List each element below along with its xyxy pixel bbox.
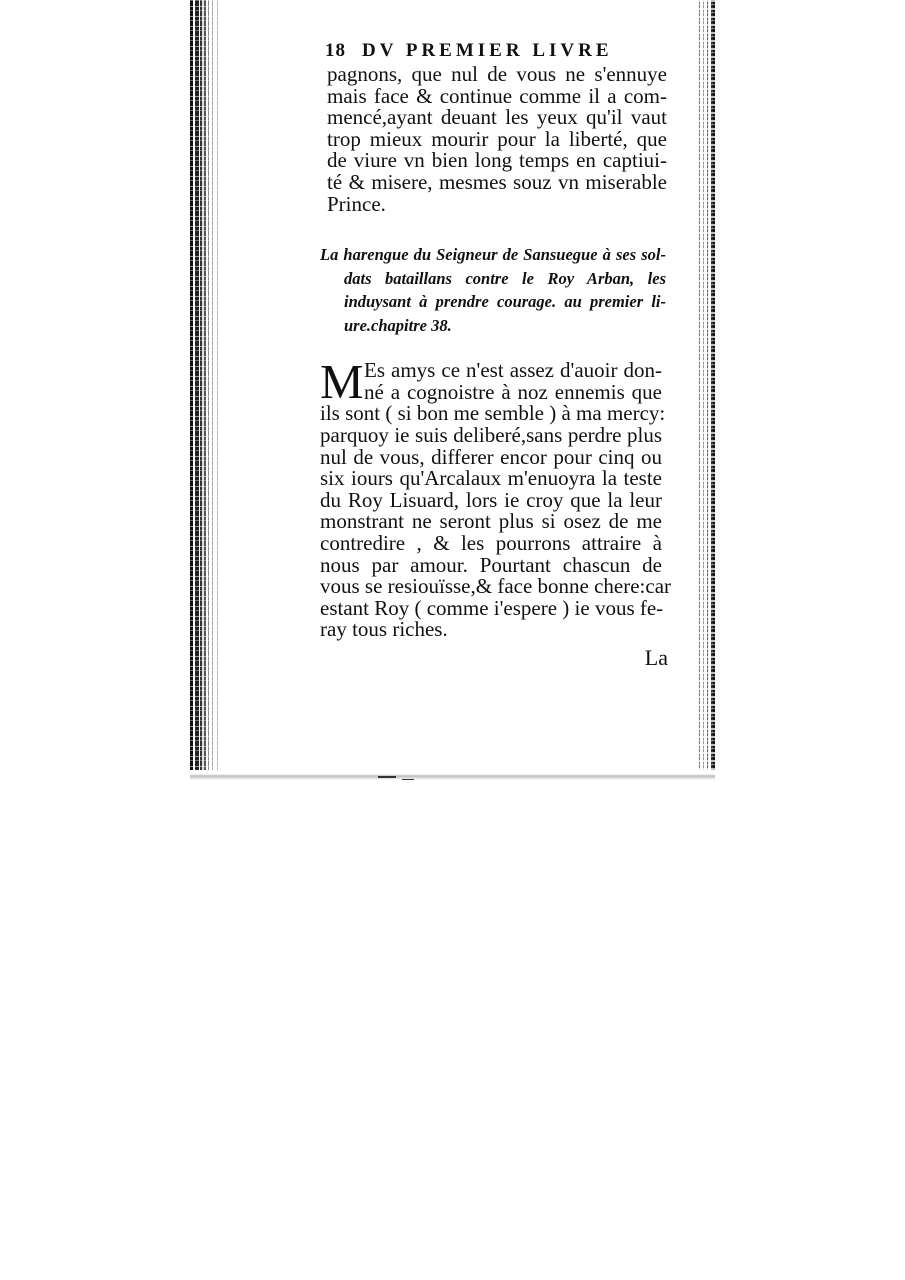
drop-cap: M xyxy=(320,354,364,410)
running-title: DV PREMIER LIVRE xyxy=(362,40,613,61)
page-bottom-edge xyxy=(190,770,715,780)
text-line: nous par amour. Pourtant chascun de xyxy=(320,552,662,577)
text-line: du Roy Lisuard, lors ie croy que la leur xyxy=(320,487,662,512)
text-line: Prince. xyxy=(327,191,386,216)
text-line: trop mieux mourir pour la liberté, que xyxy=(327,126,667,151)
text-line: de viure vn bien long temps en captiui- xyxy=(327,148,667,173)
scan-artifact xyxy=(402,779,414,780)
chapter-heading xyxy=(320,243,666,337)
running-head xyxy=(325,38,667,64)
text-line: six iours qu'Arcalaux m'enuoyra la teste xyxy=(320,466,662,491)
heading-line: ure.chapitre 38. xyxy=(344,315,452,335)
chapter-paragraph xyxy=(320,354,672,673)
scan-artifact xyxy=(378,776,396,778)
binding-texture xyxy=(190,0,228,780)
text-line: nul de vous, differer encor pour cinq ou xyxy=(320,444,662,469)
text-line: né a cognoistre à noz ennemis que xyxy=(364,379,662,404)
page-text-block xyxy=(320,38,672,673)
text-line: vous se resiouïsse,& face bonne chere:car xyxy=(320,574,672,599)
text-line: pagnons, que nul de vous ne s'ennuye xyxy=(327,62,667,86)
text-line: té & misere, mesmes souz vn miserable xyxy=(327,169,667,194)
text-line: estant Roy ( comme i'espere ) ie vous fe- xyxy=(320,595,664,620)
text-line: parquoy ie suis deliberé,sans perdre plus xyxy=(320,422,662,447)
fore-edge-texture xyxy=(697,0,715,780)
page-number: 18 xyxy=(325,40,346,61)
heading-line: dats bataillans contre le Roy Arban, les xyxy=(344,268,666,288)
text-line: Es amys ce n'est assez d'auoir don- xyxy=(364,358,662,383)
text-line: mais face & continue comme il a com- xyxy=(327,83,667,108)
text-line: monstrant ne seront plus si osez de me xyxy=(320,509,662,534)
text-line: ils sont ( si bon me semble ) à ma mercy: xyxy=(320,401,666,426)
scanned-book-page xyxy=(190,0,715,780)
text-line: mencé,ayant deuant les yeux qu'il vaut xyxy=(327,105,667,130)
text-line: contredire , & les pourrons attraire à xyxy=(320,530,662,555)
text-line: ray tous riches. xyxy=(320,617,448,642)
heading-line: La harengue du Seigneur de Sansuegue à ses sol- xyxy=(320,245,666,265)
heading-line: induysant à prendre courage. au premier li- xyxy=(344,292,666,312)
paragraph-continuation xyxy=(327,64,667,215)
catchword: La xyxy=(644,644,668,670)
